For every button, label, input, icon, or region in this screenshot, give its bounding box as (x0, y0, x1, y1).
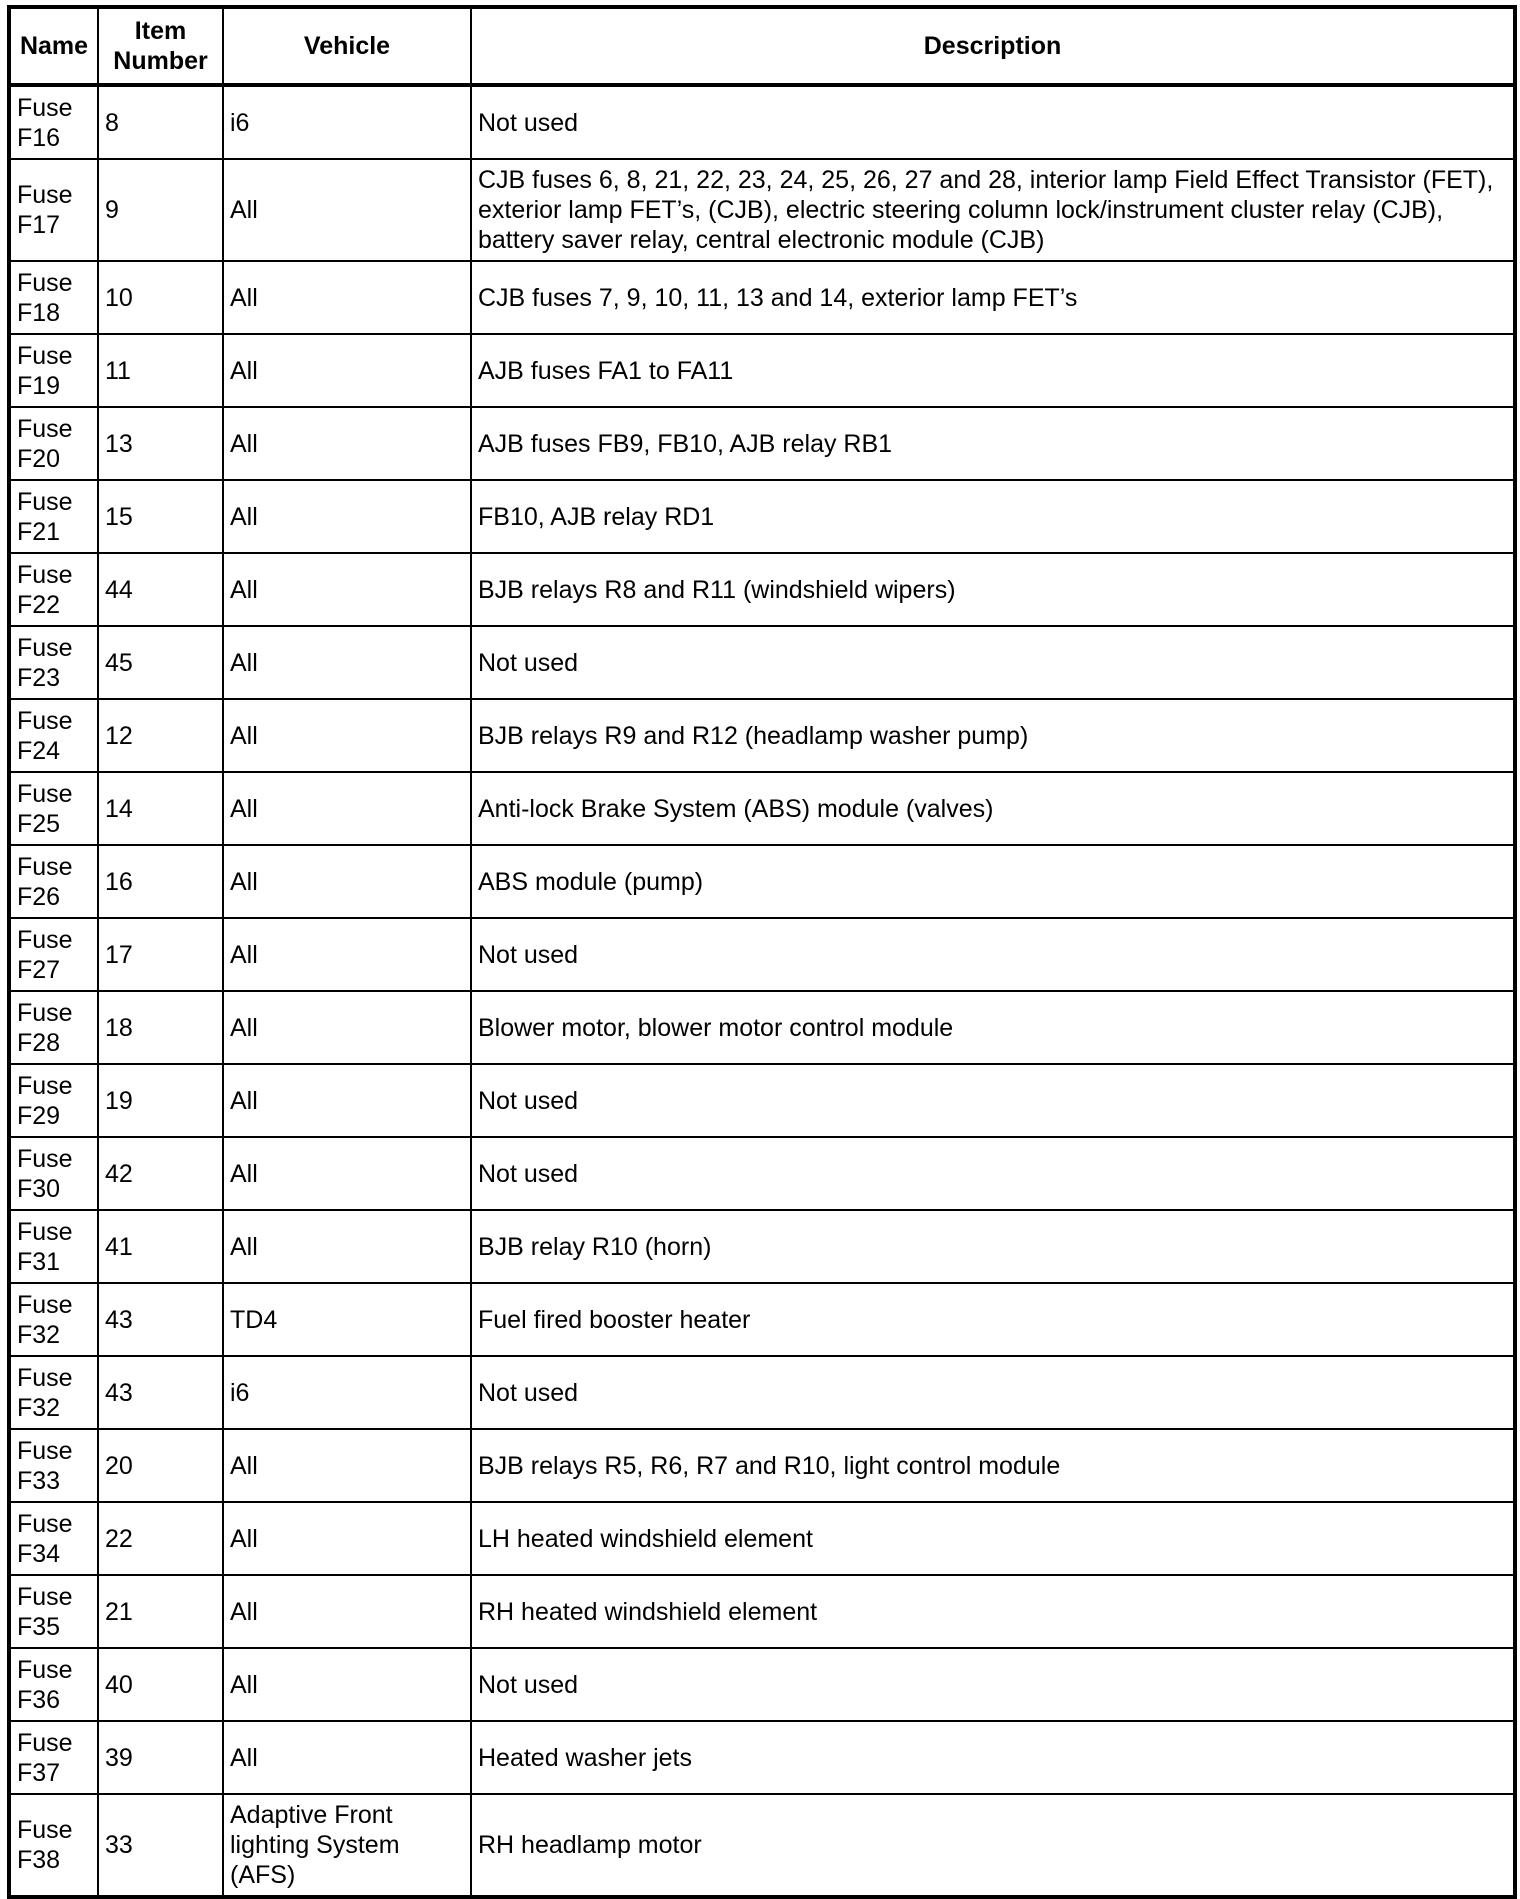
header-name: Name (9, 7, 98, 85)
cell-vehicle: All (223, 991, 471, 1064)
table-row (9, 1721, 1515, 1794)
cell-item-number: 9 (98, 159, 223, 261)
cell-name: Fuse F28 (9, 991, 98, 1064)
table-row (9, 480, 1515, 553)
table-row (9, 553, 1515, 626)
cell-description: Not used (471, 1137, 1515, 1210)
cell-name: Fuse F23 (9, 626, 98, 699)
table-row (9, 626, 1515, 699)
table-row (9, 1502, 1515, 1575)
cell-name: Fuse F17 (9, 159, 98, 261)
cell-description: ABS module (pump) (471, 845, 1515, 918)
cell-name: Fuse F30 (9, 1137, 98, 1210)
cell-description: Fuel fired booster heater (471, 1283, 1515, 1356)
cell-name: Fuse F32 (9, 1283, 98, 1356)
cell-item-number: 12 (98, 699, 223, 772)
cell-item-number: 33 (98, 1794, 223, 1897)
cell-description: Heated washer jets (471, 1721, 1515, 1794)
cell-description: Not used (471, 85, 1515, 159)
cell-name: Fuse F33 (9, 1429, 98, 1502)
cell-item-number: 10 (98, 261, 223, 334)
header-description: Description (471, 7, 1515, 85)
cell-description: BJB relays R9 and R12 (headlamp washer pump) (471, 699, 1515, 772)
table-body (9, 85, 1515, 1897)
cell-name: Fuse F38 (9, 1794, 98, 1897)
cell-description: FB10, AJB relay RD1 (471, 480, 1515, 553)
cell-description: Anti-lock Brake System (ABS) module (valves) (471, 772, 1515, 845)
table-row (9, 1064, 1515, 1137)
cell-vehicle: i6 (223, 85, 471, 159)
cell-vehicle: TD4 (223, 1283, 471, 1356)
cell-item-number: 21 (98, 1575, 223, 1648)
cell-description: CJB fuses 7, 9, 10, 11, 13 and 14, exterior lamp FET’s (471, 261, 1515, 334)
table-row (9, 334, 1515, 407)
cell-item-number: 15 (98, 480, 223, 553)
cell-name: Fuse F19 (9, 334, 98, 407)
cell-vehicle: All (223, 1502, 471, 1575)
cell-name: Fuse F26 (9, 845, 98, 918)
cell-vehicle: All (223, 334, 471, 407)
header-row (9, 7, 1515, 85)
cell-item-number: 14 (98, 772, 223, 845)
cell-description: BJB relay R10 (horn) (471, 1210, 1515, 1283)
cell-vehicle: All (223, 1137, 471, 1210)
header-item-number: Item Number (98, 7, 223, 85)
cell-description: CJB fuses 6, 8, 21, 22, 23, 24, 25, 26, 27 and 28, interior lamp Field Effect Transistor (FET), exterior lamp FET’s, (CJB), electric steering column lock/instrument cluster relay (CJB), battery saver relay, central electronic module (CJB) (471, 159, 1515, 261)
cell-vehicle: All (223, 1721, 471, 1794)
cell-item-number: 19 (98, 1064, 223, 1137)
cell-item-number: 13 (98, 407, 223, 480)
cell-description: Not used (471, 1356, 1515, 1429)
cell-description: Blower motor, blower motor control module (471, 991, 1515, 1064)
header-vehicle: Vehicle (223, 7, 471, 85)
table-row (9, 918, 1515, 991)
cell-item-number: 45 (98, 626, 223, 699)
table-row (9, 699, 1515, 772)
cell-description: AJB fuses FB9, FB10, AJB relay RB1 (471, 407, 1515, 480)
cell-name: Fuse F35 (9, 1575, 98, 1648)
cell-item-number: 16 (98, 845, 223, 918)
fuse-table-container (7, 5, 1513, 1899)
cell-description: Not used (471, 626, 1515, 699)
cell-description: BJB relays R5, R6, R7 and R10, light control module (471, 1429, 1515, 1502)
table-row (9, 1137, 1515, 1210)
cell-item-number: 43 (98, 1283, 223, 1356)
table-row (9, 1575, 1515, 1648)
cell-vehicle: All (223, 699, 471, 772)
cell-name: Fuse F25 (9, 772, 98, 845)
cell-description: RH heated windshield element (471, 1575, 1515, 1648)
cell-item-number: 20 (98, 1429, 223, 1502)
cell-vehicle: All (223, 626, 471, 699)
cell-vehicle: All (223, 553, 471, 626)
table-row (9, 772, 1515, 845)
cell-name: Fuse F31 (9, 1210, 98, 1283)
cell-name: Fuse F20 (9, 407, 98, 480)
cell-item-number: 39 (98, 1721, 223, 1794)
fuse-table (7, 5, 1517, 1899)
cell-vehicle: All (223, 1429, 471, 1502)
cell-vehicle: All (223, 1064, 471, 1137)
cell-name: Fuse F24 (9, 699, 98, 772)
cell-item-number: 22 (98, 1502, 223, 1575)
table-row (9, 1648, 1515, 1721)
cell-description: Not used (471, 1648, 1515, 1721)
table-row (9, 261, 1515, 334)
cell-item-number: 18 (98, 991, 223, 1064)
cell-vehicle: All (223, 480, 471, 553)
cell-vehicle: All (223, 845, 471, 918)
cell-vehicle: All (223, 159, 471, 261)
cell-description: Not used (471, 1064, 1515, 1137)
cell-name: Fuse F32 (9, 1356, 98, 1429)
cell-description: BJB relays R8 and R11 (windshield wipers) (471, 553, 1515, 626)
cell-item-number: 11 (98, 334, 223, 407)
cell-name: Fuse F22 (9, 553, 98, 626)
cell-item-number: 40 (98, 1648, 223, 1721)
cell-name: Fuse F16 (9, 85, 98, 159)
cell-item-number: 42 (98, 1137, 223, 1210)
cell-description: AJB fuses FA1 to FA11 (471, 334, 1515, 407)
cell-vehicle: All (223, 1210, 471, 1283)
cell-vehicle: All (223, 407, 471, 480)
cell-item-number: 43 (98, 1356, 223, 1429)
cell-name: Fuse F27 (9, 918, 98, 991)
cell-name: Fuse F29 (9, 1064, 98, 1137)
cell-name: Fuse F18 (9, 261, 98, 334)
table-row (9, 407, 1515, 480)
cell-name: Fuse F36 (9, 1648, 98, 1721)
cell-item-number: 17 (98, 918, 223, 991)
cell-item-number: 41 (98, 1210, 223, 1283)
table-row (9, 85, 1515, 159)
table-row (9, 1210, 1515, 1283)
cell-description: Not used (471, 918, 1515, 991)
cell-item-number: 8 (98, 85, 223, 159)
cell-vehicle: All (223, 261, 471, 334)
cell-name: Fuse F37 (9, 1721, 98, 1794)
cell-item-number: 44 (98, 553, 223, 626)
cell-description: LH heated windshield element (471, 1502, 1515, 1575)
cell-description: RH headlamp motor (471, 1794, 1515, 1897)
table-row (9, 991, 1515, 1064)
cell-vehicle: Adaptive Front lighting System (AFS) (223, 1794, 471, 1897)
cell-vehicle: i6 (223, 1356, 471, 1429)
table-row (9, 159, 1515, 261)
table-row (9, 1429, 1515, 1502)
table-row (9, 1283, 1515, 1356)
table-row (9, 1356, 1515, 1429)
cell-vehicle: All (223, 1648, 471, 1721)
cell-name: Fuse F21 (9, 480, 98, 553)
table-header (9, 7, 1515, 85)
table-row (9, 845, 1515, 918)
cell-vehicle: All (223, 772, 471, 845)
cell-vehicle: All (223, 918, 471, 991)
cell-name: Fuse F34 (9, 1502, 98, 1575)
cell-vehicle: All (223, 1575, 471, 1648)
